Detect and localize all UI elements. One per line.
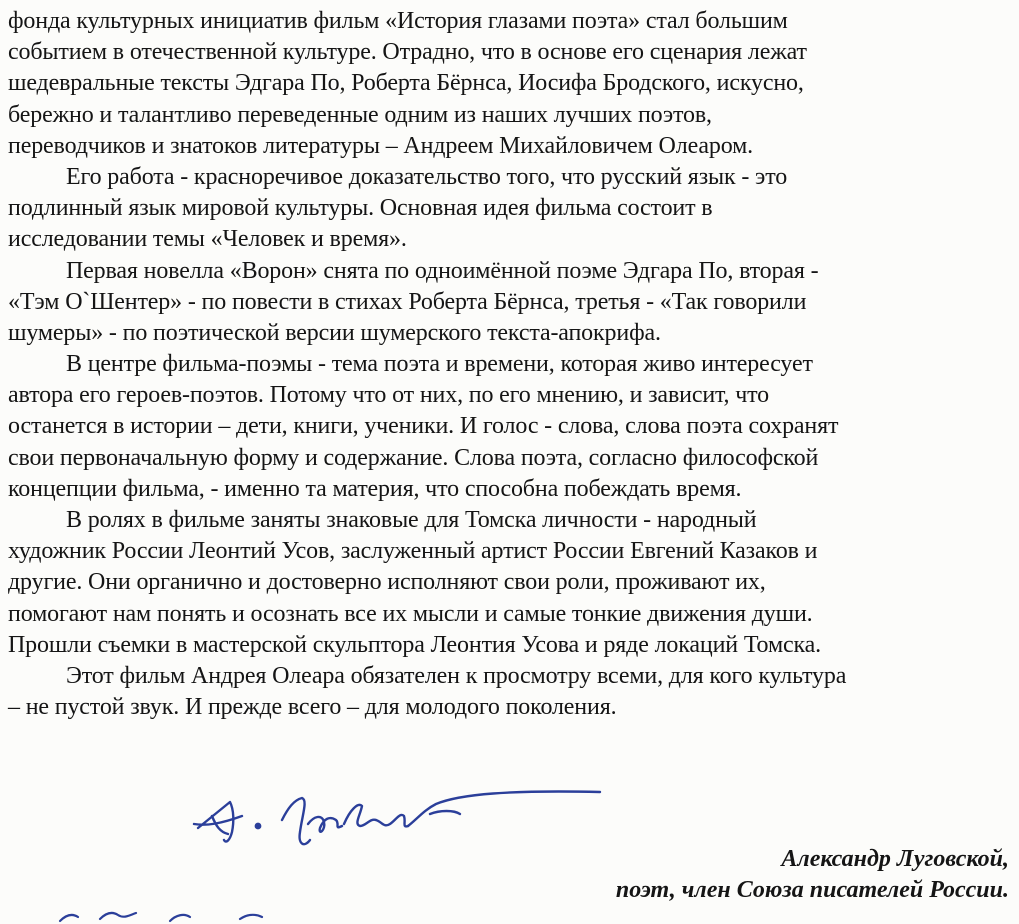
text-line: художник России Леонтий Усов, заслуженный артист России Евгений Казаков и <box>8 538 818 565</box>
text-line: Первая новелла «Ворон» снята по одноимённой поэме Эдгара По, вторая - <box>66 257 819 284</box>
text-line: другие. Они органично и достоверно исполняют свои роли, проживают их, <box>8 569 766 596</box>
text-line: автора его героев-поэтов. Потому что от них, по его мнению, и зависит, что <box>8 382 770 409</box>
text-line: – не пустой звук. И прежде всего – для молодого поколения. <box>8 694 617 721</box>
text-line: Этот фильм Андрея Олеара обязателен к просмотру всеми, для кого культура <box>66 662 847 689</box>
text-line: переводчиков и знатоков литературы – Андреем Михайловичем Олеаром. <box>8 132 753 159</box>
text-line: останется в истории – дети, книги, ученики. И голос - слова, слова поэта сохранят <box>8 413 839 440</box>
text-line: шедевральные тексты Эдгара По, Роберта Бёрнса, Иосифа Бродского, искусно, <box>8 70 804 97</box>
text-line: фонда культурных инициатив фильм «История глазами поэта» стал большим <box>8 8 788 34</box>
text-line: свои первоначальную форму и содержание. Слова поэта, согласно философской <box>8 444 819 471</box>
author-role: поэт, член Союза писателей России. <box>615 877 1009 903</box>
text-line: Прошли съемки в мастерской скульптора Леонтия Усова и ряде локаций Томска. <box>8 631 821 658</box>
text-line: В центре фильма-поэмы - тема поэта и времени, которая живо интересует <box>66 351 813 378</box>
text-line: «Тэм О`Шентер» - по повести в стихах Роберта Бёрнса, третья - «Так говорили <box>8 288 807 315</box>
letter-body <box>8 6 1016 723</box>
text-line: шумеры» - по поэтической версии шумерского текста-апокрифа. <box>8 319 661 346</box>
text-line: В ролях в фильме заняты знаковые для Томска личности - народный <box>66 507 757 533</box>
text-line: бережно и талантливо переведенные одним из наших лучших поэтов, <box>8 101 712 128</box>
text-line: Его работа - красноречивое доказательство того, что русский язык - это <box>66 163 788 190</box>
author-block <box>616 844 1009 906</box>
text-line: событием в отечественной культуре. Отрадно, что в основе его сценария лежат <box>8 39 807 66</box>
text-line: исследовании темы «Человек и время». <box>8 226 407 253</box>
text-line: концепции фильма, - именно та материя, что способна побеждать время. <box>8 475 742 502</box>
partial-handwriting-mark <box>40 905 340 924</box>
text-line: помогают нам понять и осознать все их мысли и самые тонкие движения души. <box>8 600 813 627</box>
text-line: подлинный язык мировой культуры. Основная идея фильма состоит в <box>8 195 713 222</box>
handwritten-signature <box>190 780 610 870</box>
author-name: Александр Луговской, <box>781 846 1009 872</box>
